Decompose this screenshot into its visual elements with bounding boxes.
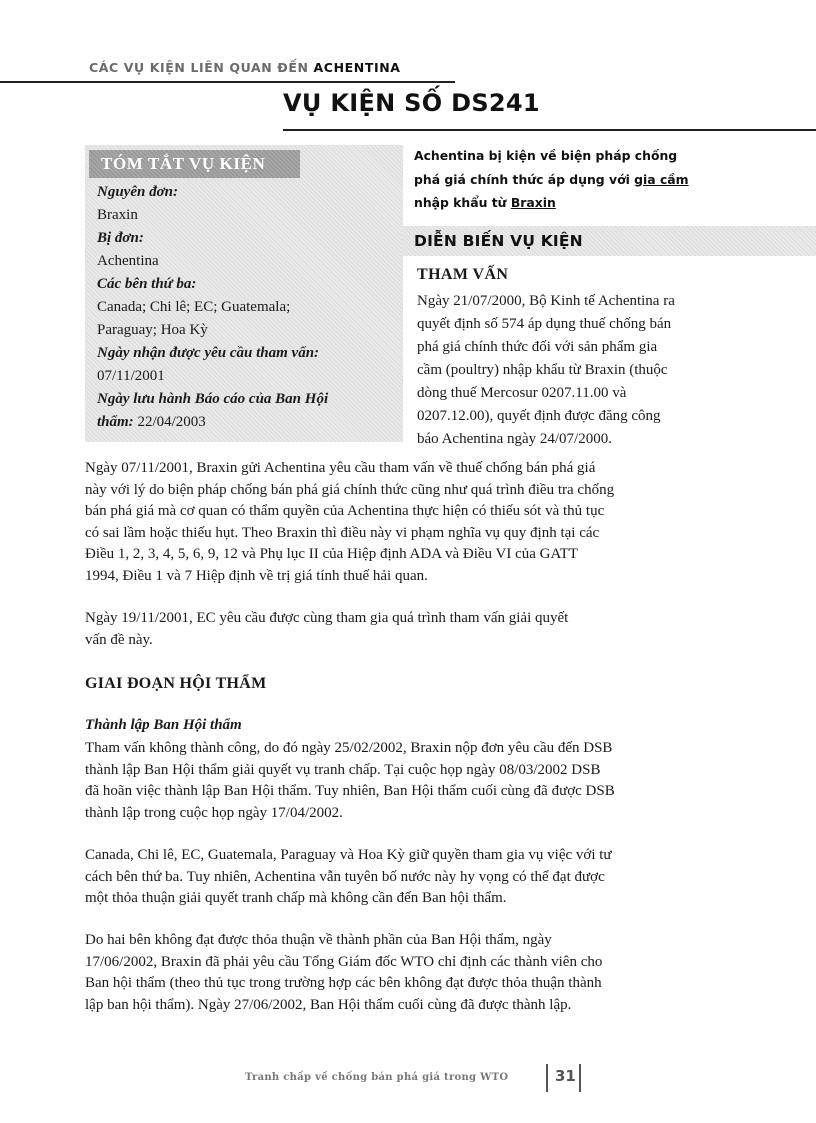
report-date-label-line-2: thẩm:: [97, 414, 134, 430]
paragraph-line: Điều 1, 2, 3, 4, 5, 6, 9, 12 và Phụ lục II của Hiệp định ADA và Điều VI của GATT: [85, 546, 578, 562]
respondent-value: Achentina: [97, 253, 159, 269]
progress-heading: DIỄN BIẾN VỤ KIỆN: [402, 226, 816, 256]
header-rule: [0, 81, 455, 83]
running-header-prefix: CÁC VỤ KIỆN LIÊN QUAN ĐẾN: [89, 60, 309, 75]
paragraph-line: 1994, Điều 1 và 7 Hiệp định về trị giá tính thuế hải quan.: [85, 567, 428, 584]
paragraph-line: lập ban hội thẩm). Ngày 27/06/2002, Ban Hội thẩm cuối cùng đã được thành lập.: [85, 996, 572, 1013]
subject-link-poultry[interactable]: gia cầm: [634, 171, 689, 187]
consult-line: 0207.12.00), quyết định được đăng công: [417, 408, 661, 424]
case-number: DS241: [451, 89, 540, 117]
paragraph-line: Ngày 19/11/2001, EC yêu cầu được cùng tham gia quá trình tham vấn giải quyết: [85, 610, 569, 626]
paragraph-line: Do hai bên không đạt được thỏa thuận về thành phần của Ban Hội thẩm, ngày: [85, 932, 552, 948]
respondent-label: Bị đơn:: [97, 230, 144, 246]
paragraph-panel-request: [85, 738, 790, 824]
subject-line-3-text: nhập khẩu từ: [414, 195, 507, 210]
paragraph-line: thành lập trong cuộc họp ngày 17/04/2002.: [85, 804, 343, 821]
consult-text: [417, 290, 816, 451]
consult-date-value: 07/11/2001: [97, 368, 165, 384]
consult-line: dòng thuế Mercosur 0207.11.00 và: [417, 385, 627, 401]
subject-line-3: [414, 191, 734, 215]
paragraph-line: có sai lầm hoặc thiếu hụt. Theo Braxin thì điều này vi phạm nghĩa vụ quy định tại các: [85, 524, 600, 541]
case-title: [283, 89, 540, 117]
consult-line: quyết định số 574 áp dụng thuế chống bán: [417, 316, 672, 332]
paragraph-line: Ngày 07/11/2001, Braxin gửi Achentina yêu cầu tham vấn về thuế chống bán phá giá: [85, 460, 596, 476]
report-date-line-2: [97, 411, 397, 434]
paragraph-line: Tham vấn không thành công, do đó ngày 25/02/2002, Braxin nộp đơn yêu cầu đến DSB: [85, 740, 613, 756]
summary-heading: TÓM TẮT VỤ KIỆN: [89, 150, 300, 178]
running-header-country: ACHENTINA: [313, 60, 401, 75]
consult-heading: THAM VẤN: [417, 266, 509, 283]
complainant-value: Braxin: [97, 207, 138, 223]
case-subject: [414, 144, 734, 215]
title-rule: [283, 129, 816, 131]
paragraph-line: bán phá giá mà cơ quan có thẩm quyền của Achentina thực hiện có thiếu sót và thủ tục: [85, 503, 605, 519]
paragraph-line: thành lập Ban Hội thẩm giải quyết vụ tranh chấp. Tại cuộc họp ngày 08/03/2002 DSB: [85, 761, 601, 778]
consult-line: báo Achentina ngày 24/07/2000.: [417, 431, 612, 447]
footer-divider-right: [579, 1064, 581, 1092]
summary-body: [97, 181, 397, 434]
consult-line: Ngày 21/07/2000, Bộ Kinh tế Achentina ra: [417, 293, 675, 309]
paragraph-line: 17/06/2002, Braxin đã phải yêu cầu Tổng Giám đốc WTO chỉ định các thành viên cho: [85, 953, 603, 970]
subject-link-brazil[interactable]: Braxin: [510, 195, 556, 210]
complainant-label: Nguyên đơn:: [97, 184, 178, 200]
panel-establishment-subheading: Thành lập Ban Hội thẩm: [85, 717, 242, 733]
subject-line-1: Achentina bị kiện về biện pháp chống: [414, 148, 678, 163]
third-parties-line-1: Canada; Chi lê; EC; Guatemala;: [97, 299, 291, 315]
paragraph-line: này với lý do biện pháp chống bán phá giá chính thức cũng như quá trình điều tra chống: [85, 481, 615, 498]
running-header: [89, 60, 401, 75]
page-number: 31: [555, 1067, 576, 1085]
report-date-label-line-1: Ngày lưu hành Báo cáo của Ban Hội: [97, 391, 329, 407]
third-parties-line-2: Paraguay; Hoa Kỳ: [97, 322, 208, 338]
consult-line: cầm (poultry) nhập khẩu từ Braxin (thuộc: [417, 362, 668, 378]
case-title-prefix: VỤ KIỆN SỐ: [283, 89, 443, 117]
paragraph-line: Ban hội thẩm (theo thủ tục trong trường hợp các bên không đạt được thỏa thuận thành: [85, 975, 602, 991]
paragraph-line: một thỏa thuận giải quyết tranh chấp mà không cần đến Ban hội thẩm.: [85, 890, 507, 906]
subject-line-2: [414, 168, 734, 192]
paragraph-ec-join: [85, 608, 790, 651]
subject-line-2-text: phá giá chính thức áp dụng với: [414, 171, 630, 187]
paragraph-consultation-request: [85, 458, 790, 587]
third-parties-label: Các bên thứ ba:: [97, 276, 197, 292]
paragraph-line: Canada, Chi lê, EC, Guatemala, Paraguay và Hoa Kỳ giữ quyền tham gia vụ việc với tư: [85, 847, 612, 863]
report-date-value: 22/04/2003: [137, 414, 206, 430]
consult-date-label: Ngày nhận được yêu cầu tham vấn:: [97, 345, 320, 361]
paragraph-panel-composition: [85, 930, 790, 1016]
footer-divider-left: [546, 1064, 548, 1092]
paragraph-line: cách bên thứ ba. Tuy nhiên, Achentina vẫn tuyên bố nước này hy vọng có thể đạt được: [85, 868, 605, 885]
paragraph-line: đã hoãn việc thành lập Ban Hội thẩm. Tuy nhiên, Ban Hội thẩm cuối cùng đã được DSB: [85, 783, 615, 799]
footer-book-title: Tranh chấp về chống bán phá giá trong WTO: [245, 1072, 509, 1083]
consult-line: phá giá chính thức đối với sản phẩm gia: [417, 339, 658, 355]
panel-stage-heading: GIAI ĐOẠN HỘI THẨM: [85, 675, 267, 692]
paragraph-third-parties: [85, 845, 790, 910]
paragraph-line: vấn đề này.: [85, 631, 153, 648]
